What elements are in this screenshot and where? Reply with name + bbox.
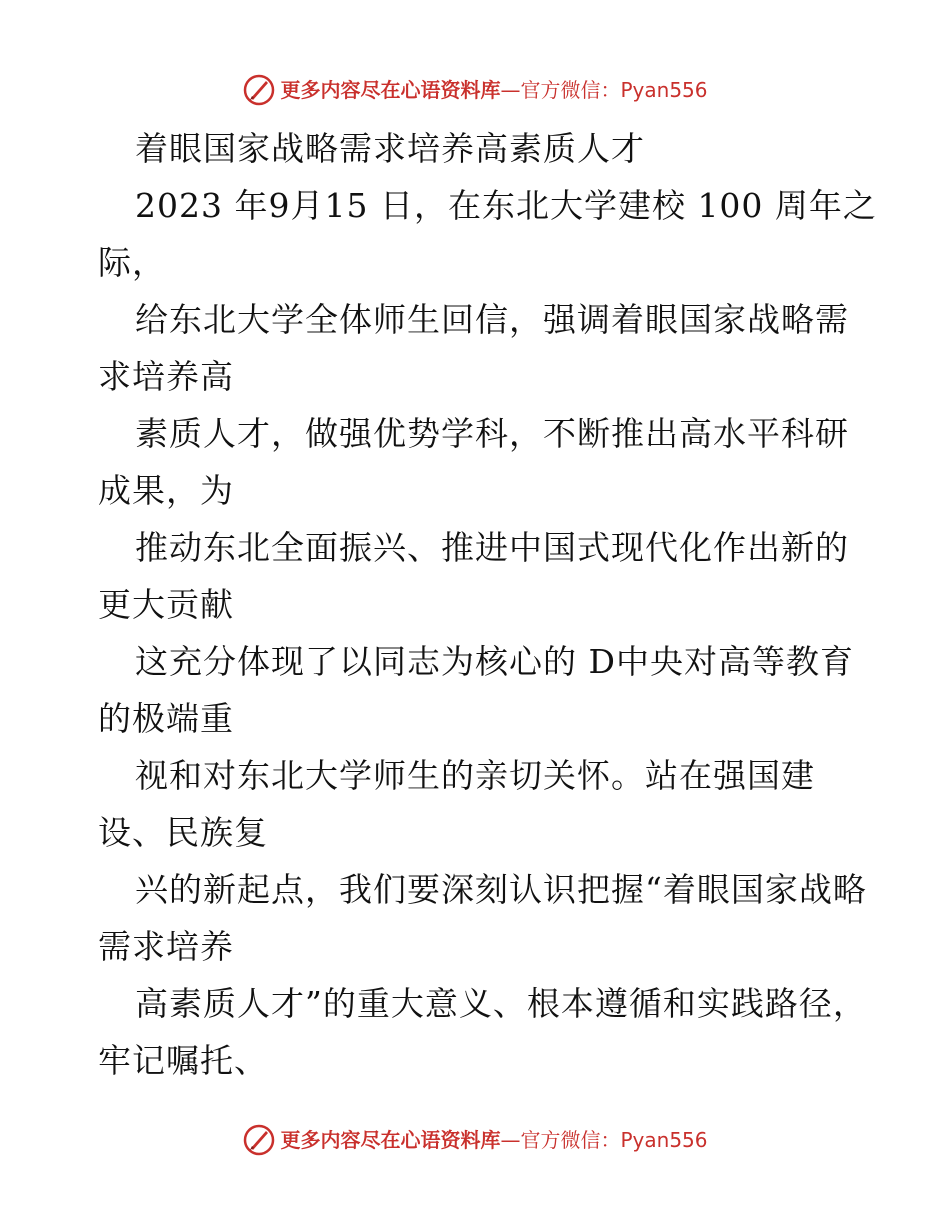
paragraph: 推动东北全面振兴、推进中国式现代化作出新的更大贡献 bbox=[98, 528, 849, 624]
quill-pen-icon bbox=[242, 1123, 276, 1157]
watermark-main: 更多内容尽在心语资料库 bbox=[280, 1128, 501, 1152]
watermark-dash: — bbox=[500, 78, 521, 102]
quill-pen-icon bbox=[242, 73, 276, 107]
watermark-wechat-label: 官方微信： bbox=[520, 78, 621, 102]
watermark-text bbox=[280, 1120, 707, 1160]
paragraph: 兴的新起点，我们要深刻认识把握“着眼国家战略需求培养 bbox=[98, 870, 867, 966]
footer-watermark-banner bbox=[0, 1120, 950, 1160]
watermark-text bbox=[280, 70, 707, 110]
watermark-dash: — bbox=[500, 1128, 521, 1152]
watermark-main: 更多内容尽在心语资料库 bbox=[280, 78, 501, 102]
watermark-wechat-label: 官方微信： bbox=[520, 1128, 621, 1152]
paragraph: 给东北大学全体师生回信，强调着眼国家战略需求培养高 bbox=[98, 300, 849, 396]
document-body bbox=[98, 120, 878, 1089]
paragraph: 视和对东北大学师生的亲切关怀。站在强国建设、民族复 bbox=[98, 756, 815, 852]
paragraph: 这充分体现了以同志为核心的 D中央对高等教育的极端重 bbox=[98, 642, 854, 738]
paragraph: 素质人才，做强优势学科，不断推出高水平科研成果，为 bbox=[98, 414, 849, 510]
watermark-wechat-id: Pyan556 bbox=[620, 78, 708, 102]
paragraph: 2023 年9月15 日，在东北大学建校 100 周年之际， bbox=[98, 186, 877, 282]
document-title: 着眼国家战略需求培养高素质人才 bbox=[135, 129, 645, 168]
header-watermark-banner bbox=[0, 70, 950, 110]
paragraph: 高素质人才”的重大意义、根本遵循和实践路径，牢记嘱托、 bbox=[98, 984, 867, 1080]
watermark-wechat-id: Pyan556 bbox=[620, 1128, 708, 1152]
